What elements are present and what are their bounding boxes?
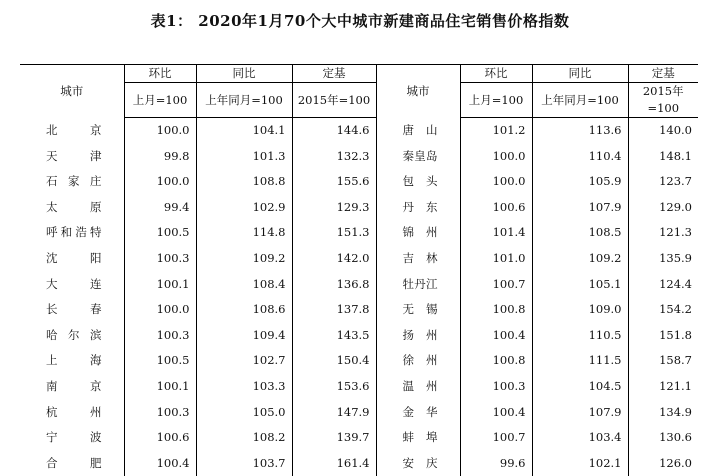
fixed-value: 150.4 bbox=[292, 348, 376, 374]
mom-value: 100.1 bbox=[124, 272, 196, 298]
header-yoy-right: 同比 bbox=[532, 65, 628, 83]
mom-value: 100.3 bbox=[124, 400, 196, 426]
header-mom-base: 上月=100 bbox=[124, 83, 196, 118]
header-yoy-base-right: 上年同月=100 bbox=[532, 83, 628, 118]
yoy-value-right: 104.5 bbox=[532, 374, 628, 400]
fixed-value: 151.3 bbox=[292, 220, 376, 246]
mom-value-right: 100.3 bbox=[460, 374, 532, 400]
header-city-right: 城市 bbox=[376, 65, 460, 118]
header-yoy: 同比 bbox=[196, 65, 292, 83]
fixed-value-right: 134.9 bbox=[628, 400, 698, 426]
city-name: 长春 bbox=[20, 297, 124, 323]
mom-value: 100.5 bbox=[124, 348, 196, 374]
yoy-value: 108.2 bbox=[196, 425, 292, 451]
city-name: 杭州 bbox=[20, 400, 124, 426]
table-row bbox=[20, 272, 698, 298]
city-name-right: 蚌埠 bbox=[376, 425, 460, 451]
yoy-value-right: 110.5 bbox=[532, 323, 628, 349]
city-name: 石家庄 bbox=[20, 169, 124, 195]
yoy-value-right: 103.4 bbox=[532, 425, 628, 451]
fixed-value-right: 140.0 bbox=[628, 118, 698, 144]
fixed-value: 136.8 bbox=[292, 272, 376, 298]
yoy-value-right: 105.1 bbox=[532, 272, 628, 298]
mom-value: 100.6 bbox=[124, 425, 196, 451]
fixed-value-right: 121.3 bbox=[628, 220, 698, 246]
mom-value-right: 100.6 bbox=[460, 195, 532, 221]
yoy-value-right: 102.1 bbox=[532, 451, 628, 476]
table-row bbox=[20, 246, 698, 272]
city-name: 上海 bbox=[20, 348, 124, 374]
header-fixed-base: 2015年=100 bbox=[292, 83, 376, 118]
city-name-right: 金华 bbox=[376, 400, 460, 426]
header-mom-base-right: 上月=100 bbox=[460, 83, 532, 118]
fixed-value-right: 123.7 bbox=[628, 169, 698, 195]
table-row bbox=[20, 400, 698, 426]
city-name: 天津 bbox=[20, 144, 124, 170]
mom-value-right: 100.0 bbox=[460, 144, 532, 170]
city-name: 哈尔滨 bbox=[20, 323, 124, 349]
yoy-value-right: 107.9 bbox=[532, 195, 628, 221]
yoy-value: 102.7 bbox=[196, 348, 292, 374]
page-title: 表1： 2020年1月70个大中城市新建商品住宅销售价格指数 bbox=[0, 10, 720, 31]
fixed-value: 161.4 bbox=[292, 451, 376, 476]
mom-value-right: 100.4 bbox=[460, 400, 532, 426]
header-mom-right: 环比 bbox=[460, 65, 532, 83]
yoy-value-right: 109.2 bbox=[532, 246, 628, 272]
fixed-value: 142.0 bbox=[292, 246, 376, 272]
city-name: 沈阳 bbox=[20, 246, 124, 272]
mom-value: 100.0 bbox=[124, 118, 196, 144]
mom-value: 100.1 bbox=[124, 374, 196, 400]
table-row bbox=[20, 144, 698, 170]
fixed-value-right: 158.7 bbox=[628, 348, 698, 374]
city-name-right: 吉林 bbox=[376, 246, 460, 272]
fixed-value: 129.3 bbox=[292, 195, 376, 221]
table-row bbox=[20, 297, 698, 323]
header-fixed-base-right: 2015年=100 bbox=[628, 83, 698, 118]
yoy-value-right: 108.5 bbox=[532, 220, 628, 246]
header-fixed: 定基 bbox=[292, 65, 376, 83]
mom-value-right: 100.0 bbox=[460, 169, 532, 195]
city-name-right: 包头 bbox=[376, 169, 460, 195]
yoy-value-right: 113.6 bbox=[532, 118, 628, 144]
table-row bbox=[20, 348, 698, 374]
table-row bbox=[20, 220, 698, 246]
price-index-table bbox=[20, 64, 698, 476]
mom-value-right: 100.7 bbox=[460, 272, 532, 298]
mom-value-right: 100.7 bbox=[460, 425, 532, 451]
yoy-value-right: 107.9 bbox=[532, 400, 628, 426]
fixed-value: 155.6 bbox=[292, 169, 376, 195]
city-name: 合肥 bbox=[20, 451, 124, 476]
yoy-value-right: 105.9 bbox=[532, 169, 628, 195]
table-body bbox=[20, 118, 698, 476]
table-row bbox=[20, 451, 698, 476]
yoy-value-right: 109.0 bbox=[532, 297, 628, 323]
city-name: 大连 bbox=[20, 272, 124, 298]
header-mom: 环比 bbox=[124, 65, 196, 83]
fixed-value-right: 154.2 bbox=[628, 297, 698, 323]
city-name-right: 温州 bbox=[376, 374, 460, 400]
yoy-value: 105.0 bbox=[196, 400, 292, 426]
yoy-value: 101.3 bbox=[196, 144, 292, 170]
yoy-value: 104.1 bbox=[196, 118, 292, 144]
yoy-value: 108.6 bbox=[196, 297, 292, 323]
mom-value: 100.3 bbox=[124, 246, 196, 272]
yoy-value-right: 111.5 bbox=[532, 348, 628, 374]
city-name-right: 丹东 bbox=[376, 195, 460, 221]
mom-value-right: 101.2 bbox=[460, 118, 532, 144]
header-city: 城市 bbox=[20, 65, 124, 118]
fixed-value-right: 151.8 bbox=[628, 323, 698, 349]
fixed-value: 153.6 bbox=[292, 374, 376, 400]
fixed-value: 147.9 bbox=[292, 400, 376, 426]
fixed-value-right: 148.1 bbox=[628, 144, 698, 170]
yoy-value: 103.7 bbox=[196, 451, 292, 476]
yoy-value: 103.3 bbox=[196, 374, 292, 400]
city-name: 太原 bbox=[20, 195, 124, 221]
yoy-value: 102.9 bbox=[196, 195, 292, 221]
table-row bbox=[20, 374, 698, 400]
yoy-value: 108.8 bbox=[196, 169, 292, 195]
mom-value: 100.5 bbox=[124, 220, 196, 246]
city-name-right: 徐州 bbox=[376, 348, 460, 374]
table-row bbox=[20, 118, 698, 144]
mom-value: 100.0 bbox=[124, 169, 196, 195]
fixed-value: 143.5 bbox=[292, 323, 376, 349]
mom-value: 99.8 bbox=[124, 144, 196, 170]
city-name: 宁波 bbox=[20, 425, 124, 451]
header-yoy-base: 上年同月=100 bbox=[196, 83, 292, 118]
mom-value-right: 101.4 bbox=[460, 220, 532, 246]
fixed-value-right: 121.1 bbox=[628, 374, 698, 400]
fixed-value-right: 129.0 bbox=[628, 195, 698, 221]
table-row bbox=[20, 195, 698, 221]
city-name-right: 锦州 bbox=[376, 220, 460, 246]
table-row bbox=[20, 323, 698, 349]
fixed-value: 139.7 bbox=[292, 425, 376, 451]
yoy-value-right: 110.4 bbox=[532, 144, 628, 170]
mom-value-right: 100.4 bbox=[460, 323, 532, 349]
city-name: 南京 bbox=[20, 374, 124, 400]
city-name-right: 秦皇岛 bbox=[376, 144, 460, 170]
yoy-value: 114.8 bbox=[196, 220, 292, 246]
city-name-right: 扬州 bbox=[376, 323, 460, 349]
mom-value: 100.0 bbox=[124, 297, 196, 323]
table-row bbox=[20, 425, 698, 451]
mom-value: 99.4 bbox=[124, 195, 196, 221]
yoy-value: 109.2 bbox=[196, 246, 292, 272]
fixed-value-right: 130.6 bbox=[628, 425, 698, 451]
mom-value-right: 100.8 bbox=[460, 348, 532, 374]
mom-value: 100.3 bbox=[124, 323, 196, 349]
city-name: 北京 bbox=[20, 118, 124, 144]
mom-value-right: 100.8 bbox=[460, 297, 532, 323]
fixed-value-right: 135.9 bbox=[628, 246, 698, 272]
city-name-right: 牡丹江 bbox=[376, 272, 460, 298]
city-name-right: 唐山 bbox=[376, 118, 460, 144]
city-name-right: 无锡 bbox=[376, 297, 460, 323]
fixed-value-right: 124.4 bbox=[628, 272, 698, 298]
mom-value-right: 101.0 bbox=[460, 246, 532, 272]
yoy-value: 108.4 bbox=[196, 272, 292, 298]
city-name-right: 安庆 bbox=[376, 451, 460, 476]
table-header bbox=[20, 65, 698, 118]
yoy-value: 109.4 bbox=[196, 323, 292, 349]
header-fixed-right: 定基 bbox=[628, 65, 698, 83]
fixed-value: 132.3 bbox=[292, 144, 376, 170]
fixed-value-right: 126.0 bbox=[628, 451, 698, 476]
city-name: 呼和浩特 bbox=[20, 220, 124, 246]
table-row bbox=[20, 169, 698, 195]
fixed-value: 137.8 bbox=[292, 297, 376, 323]
mom-value-right: 99.6 bbox=[460, 451, 532, 476]
fixed-value: 144.6 bbox=[292, 118, 376, 144]
mom-value: 100.4 bbox=[124, 451, 196, 476]
